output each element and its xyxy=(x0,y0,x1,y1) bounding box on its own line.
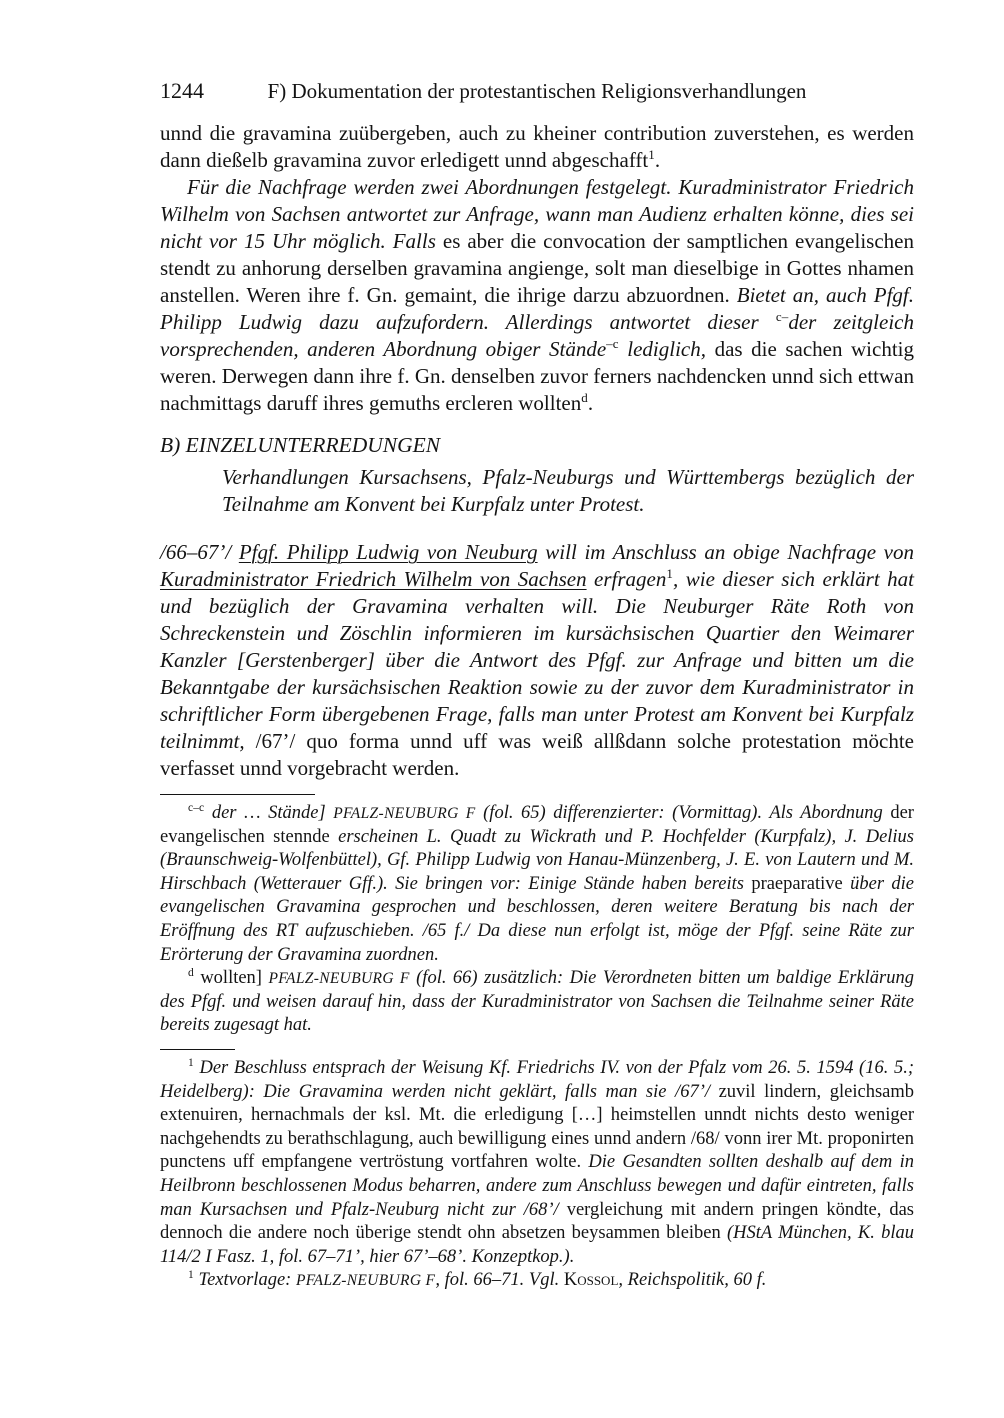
text-segment: zuvil lindern, gleichsamb extenuiren, hernachmals der ksl. Mt. die erledigung […] heimstellen unndt nichts desto weniger nachgehendts zu berathschlagung, auch bewilligung eines unnd andern /68/ vonn irer Mt. proponirten punctens uff empfangene vertröstung vortfahren wolte. xyxy=(160,1081,914,1173)
text-segment: es aber die convocation der samptlichen evangelischen stendt zu anhorung derselben gravamina angienge, solt man dieselbige in Gottes nhamen anstellen. Weren ihre f. Gn. gemaint, die ihrige darzu abzuordnen. xyxy=(160,229,914,307)
body-paragraph-3 xyxy=(160,539,914,782)
text-segment: . xyxy=(654,148,661,172)
text-segment: (fol. 65) differenzierter: (Vormittag). Als Abordnung xyxy=(475,803,891,823)
commentary-footnotes xyxy=(160,1057,914,1293)
text-segment: wollten] xyxy=(193,968,269,989)
text-segment: Die Gesandten sollten deshalb auf dem in Heilbronn beschlossenen Modus beharren, andere zum Anschluss bewegen und dafür eintreten, falls man Kursachsen und Pfalz-Neuburg nicht zur /68’/ xyxy=(160,1152,914,1220)
text-segment: 1 xyxy=(648,147,655,162)
text-segment: will im Anschluss an obige Nachfrage von xyxy=(537,540,914,564)
text-segment: , wie dieser sich erklärt hat und bezüglich der Gravamina verhalten will. Die Neuburger Räte Roth von Schreckenstein und Zöschlin informieren im kursächsischen Quartier den Weimarer Kanzler [Gerstenberger] über die Antwort des Pfgf. zur Anfrage und bitten um die Bekanntgabe der kursächsischen Reaktion sowie zu der zuvor dem Kuradministrator in schriftlicher Form übergebenen Frage, falls man unter Protest am Konvent bei Kurpfalz teilnimmt, xyxy=(160,567,914,753)
text-segment: d xyxy=(581,390,588,405)
commentary-note-1-new-doc xyxy=(160,1269,914,1293)
text-segment: der evangelischen stennde xyxy=(160,803,914,847)
text-segment: PFALZ-NEUBURG F xyxy=(295,1272,436,1290)
text-segment: PFALZ-NEUBURG F xyxy=(268,970,410,988)
apparatus-note-d xyxy=(160,967,914,1038)
text-segment: Verhandlungen Kursachsens, Pfalz-Neuburgs und Württembergs bezüglich der Teilnahme am Konvent bei Kurpfalz unter Protest. xyxy=(222,465,914,516)
apparatus-footnotes xyxy=(160,802,914,1038)
apparatus-separator-rule xyxy=(160,794,315,795)
text-segment: über die evangelischen Gravamina gesprochen und beschlossen, deren weitere Beratung bis nach der Eröffnung des RT aufzuschieben. /65 f./ Da diese nun erfolgt ist, möge der Pfgf. seine Räte zur Erörterung der Gravamina zuordnen. xyxy=(160,873,914,965)
text-segment: . xyxy=(587,391,594,415)
document-heading xyxy=(222,464,914,518)
text-segment: (HStA München, K. blau 114/2 I Fasz. 1, fol. 67–71’, hier 67’–68’. Konzeptkop.). xyxy=(160,1223,914,1267)
section-heading: B) EINZELUNTERREDUNGEN xyxy=(160,433,441,457)
commentary-separator-rule xyxy=(160,1049,235,1050)
body-paragraph-2 xyxy=(160,174,914,417)
text-segment: (fol. 66) zusätzlich: Die Verordneten bitten um baldige Erklärung des Pfgf. und weisen darauf hin, dass der Kuradministrator von Sachsen die Teilnahme seiner Räte bereits zugesagt hat. xyxy=(160,968,914,1036)
text-segment: 1 xyxy=(188,1056,194,1069)
running-header xyxy=(160,78,914,104)
text-segment: /67’/ quo forma unnd uff was weiß allßdann solche protestation möchte verfasset unnd vorgebracht werden. xyxy=(160,729,914,780)
text-segment: , fol. 66–71. Vgl. xyxy=(435,1270,564,1291)
text-segment: lediglich, xyxy=(618,337,707,361)
text-segment: –c xyxy=(606,336,619,351)
text-segment: /66–67’/ xyxy=(160,540,239,564)
text-segment: erscheinen L. Quadt zu Wickrath und P. Hochfelder (Kurpfalz), J. Delius (Braunschweig-Wolfenbüttel), Gf. Philipp Ludwig von Hanau-Münzenberg, J. E. von Lautern und M. Hirschbach (Wetterauer Gff.). Sie bringen vor: Einige Stände haben bereits xyxy=(160,826,915,894)
apparatus-note-c xyxy=(160,802,914,967)
text-segment: , Reichspolitik, 60 f. xyxy=(618,1270,767,1291)
text-segment: c–c xyxy=(188,801,205,814)
text-segment: das die sachen wichtig weren. Derwegen dann ihre f. Gn. denselben zuvor ferners nachdencken unnd sich ettwan nachmittags daruff ihres gemuths ercleren wollten xyxy=(160,337,915,415)
text-segment: PFALZ-NEUBURG F xyxy=(333,805,476,822)
text-segment: Pfgf. Philipp Ludwig von Neuburg xyxy=(238,540,538,564)
text-segment: Textvorlage: xyxy=(193,1270,296,1291)
text-segment: unnd die gravamina zuübergeben, auch zu kheiner contribution zuverstehen, es werden dann dießelb gravamina zuvor erledigett unnd abgeschafft xyxy=(160,121,914,172)
text-segment: der … Stände] xyxy=(204,803,334,823)
running-title: F) Dokumentation der protestantischen Religionsverhandlungen xyxy=(267,79,807,103)
text-segment: Für die Nachfrage werden zwei Abordnungen festgelegt. Kuradministrator Friedrich Wilhelm von Sachsen antwortet zur Anfrage, wann man Audienz erhalten könne, dies sei nicht vor 15 Uhr möglich. Falls xyxy=(160,175,914,253)
text-segment: Bietet an, auch Pfgf. Philipp Ludwig dazu aufzufordern. Allerdings antwortet dieser xyxy=(160,283,914,334)
text-segment: c– xyxy=(775,309,789,324)
text-segment: praeparative xyxy=(751,873,851,894)
page-number: 1244 xyxy=(160,78,204,103)
text-segment: 1 xyxy=(188,1269,194,1282)
text-segment: erfragen xyxy=(586,567,667,591)
text-segment: Der Beschluss entsprach der Weisung Kf. Friedrichs IV. von der Pfalz vom 26. 5. 1594 (16. 5.; Heidelberg): Die Gravamina werden nicht geklärt, falls man sie /67’/ xyxy=(160,1057,914,1102)
body-paragraph-1 xyxy=(160,120,914,174)
commentary-note-1-previous-doc xyxy=(160,1057,914,1269)
text-segment: Kossol xyxy=(563,1270,619,1291)
text-segment: vergleichung mit andern pringen köndte, das dennoch die andere noch überige stendt ohn absetzen beysammen bleiben xyxy=(160,1199,914,1244)
main-text xyxy=(160,120,914,782)
text-segment: d xyxy=(188,967,194,979)
text-segment: der zeitgleich vorsprechenden, anderen Abordnung obiger Stände xyxy=(160,310,914,361)
text-segment: Kuradministrator Friedrich Wilhelm von Sachsen xyxy=(160,567,587,591)
text-segment: 1 xyxy=(666,566,674,581)
